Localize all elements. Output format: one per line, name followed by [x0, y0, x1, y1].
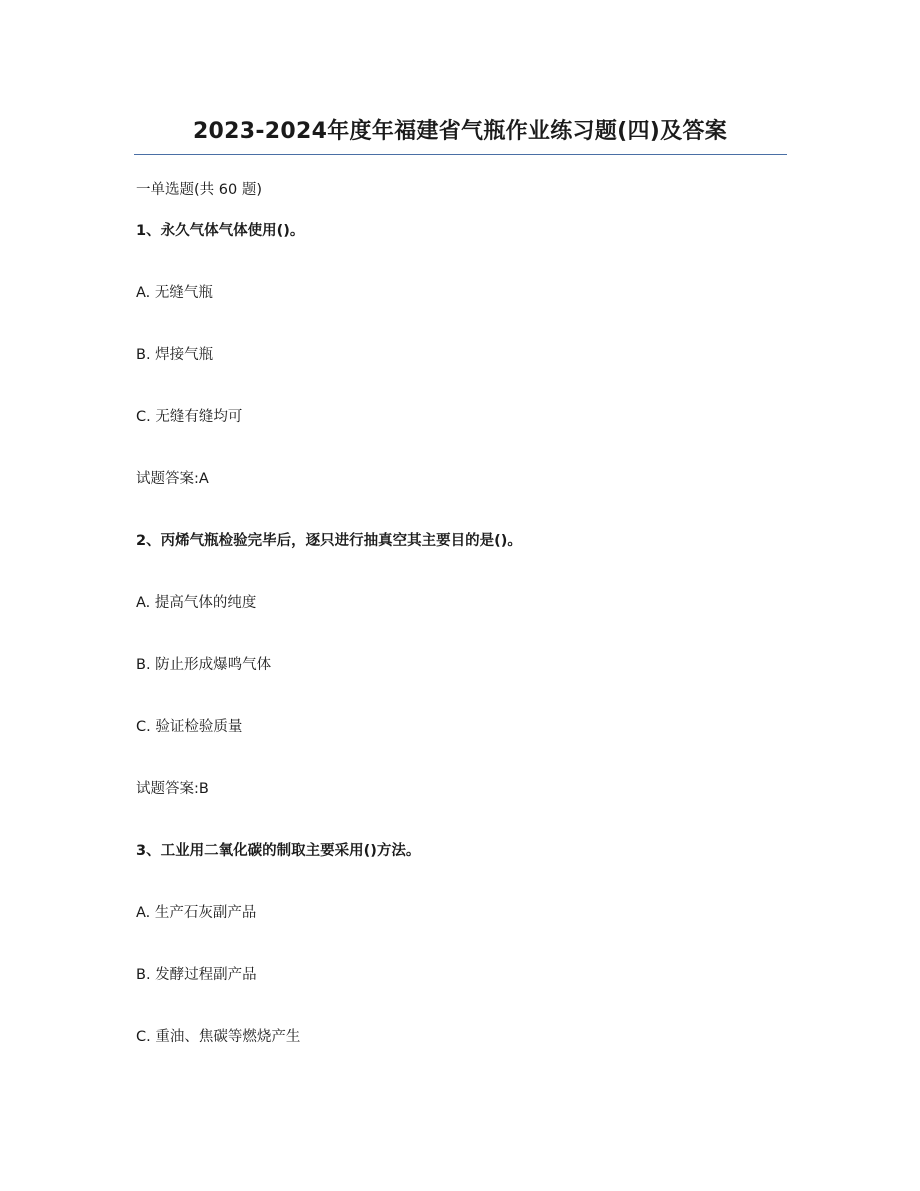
question-1-answer: 试题答案:A: [136, 471, 209, 487]
question-3-text: 3、工业用二氧化碳的制取主要采用()方法。: [136, 843, 421, 859]
question-2-option-b: B. 防止形成爆鸣气体: [136, 657, 272, 673]
question-3-option-a: A. 生产石灰副产品: [136, 905, 257, 921]
section-heading: 一单选题(共 60 题): [136, 182, 262, 198]
question-1-option-a: A. 无缝气瓶: [136, 285, 213, 301]
question-2-text: 2、丙烯气瓶检验完毕后，逐只进行抽真空其主要目的是()。: [136, 533, 522, 549]
document-title: 2023-2024年度年福建省气瓶作业练习题(四)及答案: [192, 119, 728, 144]
question-1-option-b: B. 焊接气瓶: [136, 347, 214, 363]
title-underline: [134, 154, 787, 155]
question-1-option-c: C. 无缝有缝均可: [136, 409, 243, 425]
question-3-option-c: C. 重油、焦碳等燃烧产生: [136, 1029, 301, 1045]
question-1-text: 1、永久气体气体使用()。: [136, 223, 305, 239]
question-2-option-c: C. 验证检验质量: [136, 719, 243, 735]
question-2-answer: 试题答案:B: [136, 781, 209, 797]
question-3-option-b: B. 发酵过程副产品: [136, 967, 257, 983]
question-2-option-a: A. 提高气体的纯度: [136, 595, 257, 611]
